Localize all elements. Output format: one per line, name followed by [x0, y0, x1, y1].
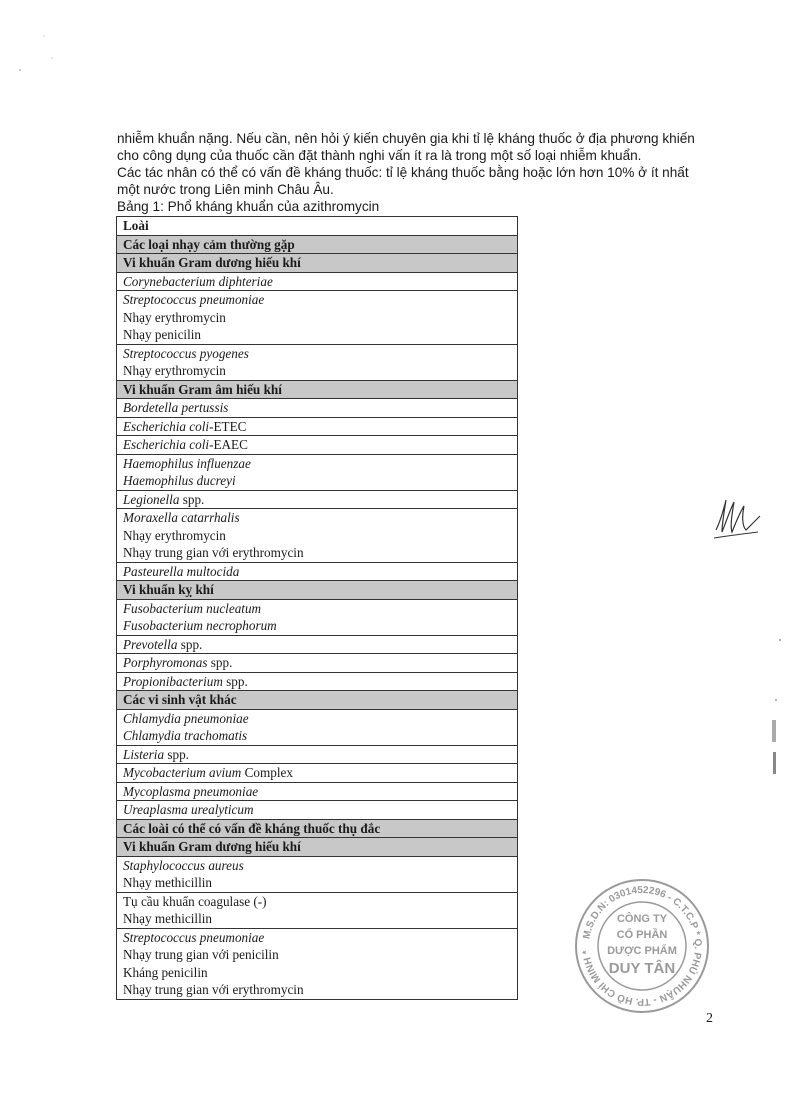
intro-line: Các tác nhân có thể có vấn đề kháng thuốc: tỉ lệ kháng thuốc bằng hoặc lớn hơn 10% ở ít nhất [117, 165, 689, 180]
species-name: Porphyromonas [123, 655, 208, 670]
species-name: Escherichia coli [123, 418, 210, 434]
species-name: Fusobacterium nucleatum [123, 600, 262, 616]
intro-line: một nước trong Liên minh Châu Âu. [117, 182, 334, 197]
cell-text: Nhạy erythromycin [123, 527, 226, 543]
section-heading: Vi khuẩn Gram dương hiếu khí [117, 838, 518, 857]
species-name: Bordetella pertussis [123, 400, 229, 415]
stamp-line4: DUY TÂN [608, 960, 676, 977]
cell-suffix: spp. [177, 636, 203, 652]
species-name: Pasteurella multocida [123, 563, 240, 579]
species-name: Mycoplasma pneumoniae [123, 783, 259, 799]
cell-text: Nhạy methicillin [123, 875, 212, 890]
intro-line: cho công dụng của thuốc cần đặt thành nghi vấn ít ra là trong một số loại nhiễm khuẩn. [117, 148, 642, 163]
species-name: Moraxella catarrhalis [123, 510, 240, 525]
stamp-line1: CÔNG TY [616, 913, 668, 925]
cell-text: Nhạy trung gian với erythromycin [123, 545, 304, 560]
company-stamp [572, 876, 712, 1016]
species-name: Mycobacterium avium [123, 765, 242, 780]
cell-text: Nhạy erythromycin [123, 309, 226, 325]
cell-suffix: -ETEC [209, 418, 247, 434]
stamp-ring-text: M.S.D.N: 0301452296 - C.T.C.P * Q. PHÚ NHUẬN - TP. HỒ CHÍ MINH * [581, 884, 704, 1008]
species-name: Haemophilus ducreyi [123, 473, 236, 488]
cell-suffix: spp. [179, 491, 205, 507]
cell-suffix: -EAEC [209, 437, 248, 452]
intro-line: nhiễm khuẩn nặng. Nếu cần, nên hỏi ý kiến chuyên gia khi tỉ lệ kháng thuốc ở địa phương khiến [117, 131, 695, 146]
species-name: Propionibacterium [123, 673, 223, 689]
cell-suffix: Complex [241, 765, 293, 780]
cell-text: Nhạy trung gian với penicilin [123, 947, 279, 962]
cell-text: Nhạy trung gian với erythromycin [123, 982, 304, 997]
species-name: Ureaplasma urealyticum [123, 802, 254, 817]
section-heading: Các loài có thể có vấn đề kháng thuốc thụ đắc [117, 819, 518, 838]
species-name: Streptococcus pneumoniae [123, 292, 265, 307]
cell-text: Kháng penicilin [123, 964, 208, 980]
species-name: Fusobacterium necrophorum [123, 618, 277, 633]
species-name: Chlamydia pneumoniae [123, 710, 249, 726]
species-name: Corynebacterium diphteriae [123, 273, 273, 289]
section-heading: Các loại nhạy cảm thường gặp [117, 235, 518, 254]
table-caption: Bảng 1: Phổ kháng khuẩn của azithromycin [117, 199, 380, 214]
cell-suffix: spp. [207, 655, 233, 670]
table-header-cell: Loài [117, 217, 518, 236]
cell-text: Nhạy penicilin [123, 327, 202, 342]
species-name: Prevotella [123, 636, 178, 652]
species-name: Streptococcus pneumoniae [123, 929, 265, 945]
species-name: Streptococcus pyogenes [123, 345, 249, 361]
page-number: 2 [706, 1011, 713, 1026]
cell-suffix: spp. [222, 673, 248, 689]
section-heading: Vi khuẩn kỵ khí [117, 581, 518, 600]
cell-suffix: spp. [164, 746, 189, 762]
stamp-line3: DƯỢC PHẨM [607, 945, 677, 957]
species-name: Legionella [123, 491, 180, 507]
cell-text: Nhạy erythromycin [123, 363, 226, 378]
stamp-line2: CỔ PHẦN [616, 929, 668, 941]
species-name: Listeria [123, 746, 165, 762]
species-name: Chlamydia trachomatis [123, 728, 248, 743]
species-name: Staphylococcus aureus [123, 857, 244, 873]
section-heading: Vi khuẩn Gram dương hiếu khí [117, 254, 518, 273]
cell-text: Tụ cầu khuẩn coagulase (-) [123, 893, 267, 909]
cell-text: Nhạy methicillin [123, 911, 212, 926]
section-heading: Vi khuẩn Gram âm hiếu khí [117, 380, 518, 399]
section-heading: Các vi sinh vật khác [117, 691, 518, 710]
species-name: Escherichia coli [123, 437, 210, 452]
species-name: Haemophilus influenzae [123, 455, 251, 471]
